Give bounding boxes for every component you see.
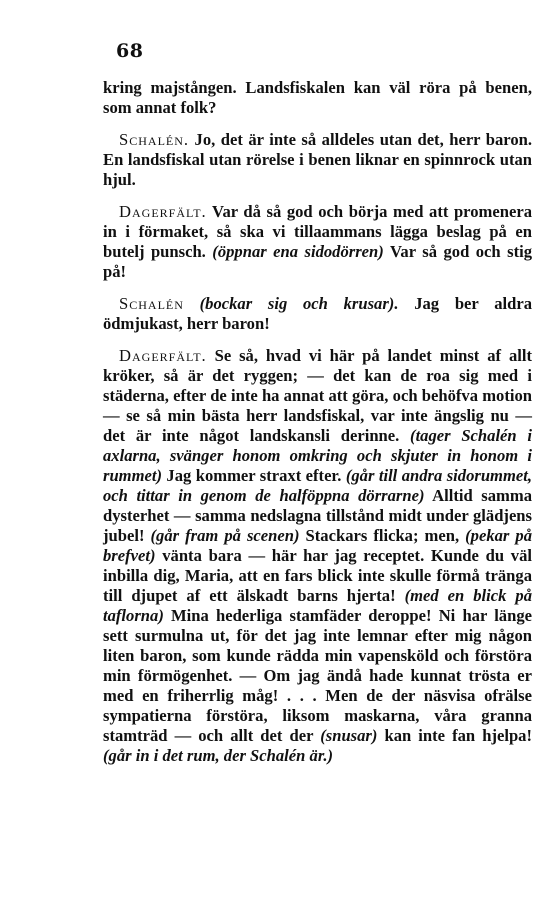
stage-direction: (går till andra sidorummet, och tittar in genom de halföppna dörrarne) <box>103 466 533 505</box>
dialogue-text: Var så god och stig på! <box>103 242 532 281</box>
speaker-name: Dagerfält. <box>119 346 207 365</box>
stage-direction: (snusar) <box>320 726 378 745</box>
dialogue-paragraph <box>103 202 532 282</box>
dialogue-text: Jag ber aldra ödmjukast, herr baron! <box>103 294 533 333</box>
page-number: 68 <box>116 40 144 62</box>
dialogue-text: kan inte fan hjelpa! <box>377 726 533 745</box>
dialogue-text: Jo, det är inte så alldeles utan det, herr baron. En landsfiskal utan rörelse i benen liknar en spinnrock utan hjul. <box>103 130 532 189</box>
continuation-paragraph <box>103 78 532 118</box>
dialogue-text: vänta bara — här har jag receptet. Kunde du väl inbilla dig, Maria, att en fars blick inte skulle förmå tränga till djupet af ett älskadt barns hjerta! <box>103 546 532 605</box>
dialogue-text: Jag kommer straxt efter. <box>162 466 346 485</box>
dialogue-paragraph <box>103 294 532 334</box>
play-text <box>103 78 532 778</box>
stage-direction: (tager Schalén i axlarna, svänger honom omkring och skjuter in honom i rummet) <box>103 426 532 485</box>
speaker-name: Schalén. <box>119 130 190 149</box>
dialogue-paragraph <box>103 346 532 766</box>
dialogue-text <box>184 294 200 313</box>
stage-direction: (pekar på brefvet) <box>103 526 533 565</box>
dialogue-text: Var då så god och börja med att promenera in i förmaket, så ska vi tillaammans lägga beslag på en butelj punsch. <box>103 202 532 261</box>
stage-direction: (går in i det rum, der Schalén är.) <box>103 746 334 765</box>
dialogue-text: Mina hederliga stamfäder deroppe! Ni har länge sett surmulna ut, för det jag inte lemnar efter mig någon liten baron, som kunde rädda min vapensköld och förstöra min förmögenhet. — Om jag ändå hade kunnat trösta er med en friherrlig måg! . . . Men de der näsvisa ofrälse sympatierna förstöra, liksom maskarna, våra granna stamträd — och allt det der <box>103 606 532 745</box>
dialogue-paragraph <box>103 130 532 190</box>
speaker-name: Schalén <box>119 294 184 313</box>
dialogue-text: Alltid samma dysterhet — samma nedslagna tillstånd midt under glädjens jubel! <box>103 486 532 545</box>
speaker-name: Dagerfält. <box>119 202 207 221</box>
dialogue-text: Se så, hvad vi här på landet minst af allt kröker, så är det ryggen; — det kan de roa sig med i städerna, efter de inte ha annat att göra, och behöfva motion — se så min bästa herr landsfiskal, var inte ängslig nu — det är inte något landskansli derinne. <box>103 346 532 445</box>
stage-direction: (bockar sig och krusar). <box>199 294 399 313</box>
dialogue-text: kring majstången. Landsfiskalen kan väl röra på benen, som annat folk? <box>103 78 532 117</box>
stage-direction: (öppnar ena sidodörren) <box>212 242 384 261</box>
dialogue-text: Stackars flicka; men, <box>299 526 466 545</box>
stage-direction: (med en blick på taflorna) <box>103 586 532 625</box>
stage-direction: (går fram på scenen) <box>150 526 300 545</box>
